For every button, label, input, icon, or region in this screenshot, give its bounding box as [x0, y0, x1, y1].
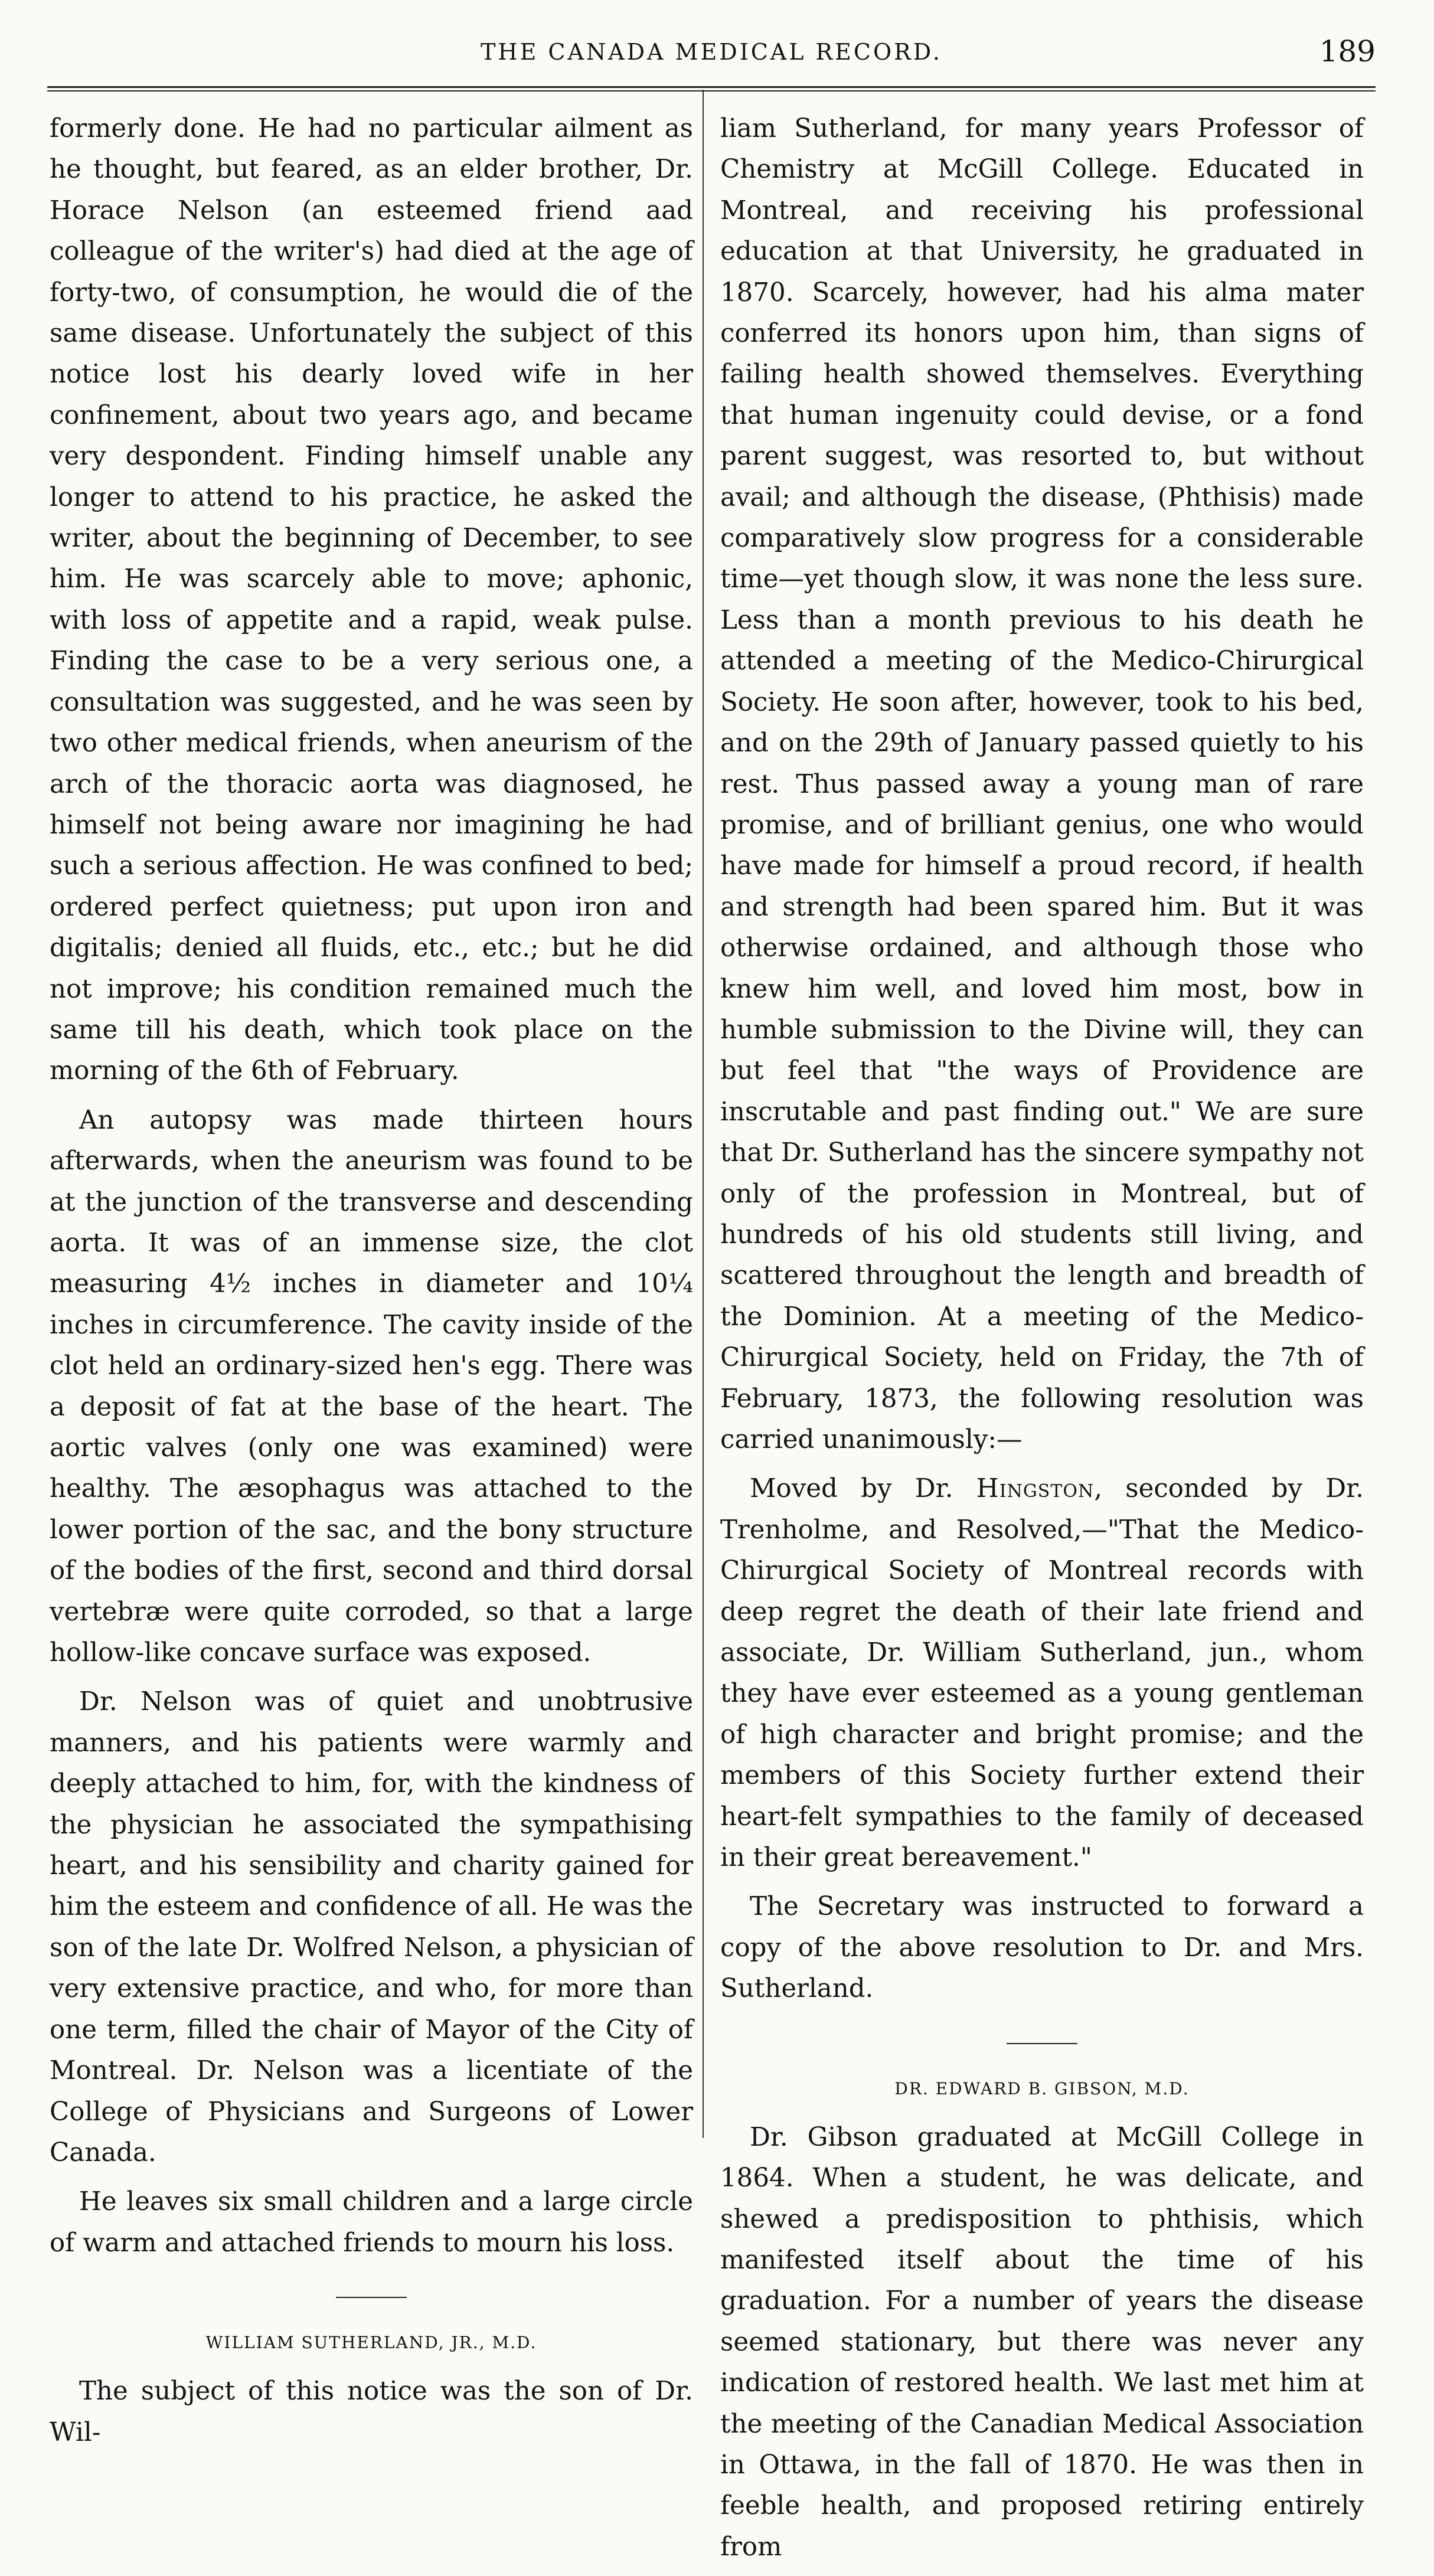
gibson-paragraph: Dr. Gibson graduated at McGill College in 1864. When a student, he was delicate, and shewed a predisposition to phthisis, which manifested itself about the time of his graduation. For a number of years the disease seemed stationary, but there was never any indication of restored health. We last met him at the meeting of the Canadian Medical Association in Ottawa, in the fall of 1870. He was then in feeble health, and proposed retiring entirely from: [720, 2122, 1364, 2562]
column-divider: [703, 90, 704, 2138]
sutherland-paragraph-start: The subject of this notice was the son of Dr. Wil-: [50, 2376, 693, 2447]
resolution-paragraph: [720, 1469, 1364, 1878]
nelson-survivors-paragraph: He leaves six small children and a large circle of warm and attached friends to mourn his loss.: [50, 2187, 693, 2258]
left-column: [50, 109, 693, 2461]
resolution-pre: Moved by Dr.: [750, 1474, 953, 1504]
sutherland-paragraph-cont: liam Sutherland, for many years Professor of Chemistry at McGill College. Educated in Montreal, and receiving his professional education at that University, he graduated in 1870. Scarcely, however, had his alma mater conferred its honors upon him, than signs of failing health showed themselves. Everything that human ingenuity could devise, or a fond parent suggest, was resorted to, but without avail; and although the disease, (Phthisis) made comparatively slow progress for a considerable time—yet though slow, it was none the less sure. Less than a month previous to his death he attended a meeting of the Medico-Chirurgical Society. He soon after, however, took to his bed, and on the 29th of January passed quietly to his rest. Thus passed away a young man of rare promise, and of brilliant genius, one who would have made for himself a proud record, if health and strength had been spared him. But it was otherwise ordained, and although those who knew him well, and loved him most, bow in humble submission to the Divine will, they can but feel that "the ways of Providence are inscrutable and past finding out." We are sure that Dr. Sutherland has the sincere sympathy not only of the profession in Montreal, but of hundreds of his old students still living, and scattered throughout the length and breadth of the Dominion. At a meeting of the Medico-Chirurgical Society, held on Friday, the 7th of February, 1873, the following resolution was carried unanimously:—: [720, 114, 1364, 1454]
nelson-autopsy-paragraph: An autopsy was made thirteen hours afterwards, when the aneurism was found to be at the junction of the transverse and descending aorta. It was of an immense size, the clot measuring 4½ inches in diameter and 10¼ inches in circumference. The cavity inside of the clot held an ordinary-sized hen's egg. There was a deposit of fat at the base of the heart. The aortic valves (only one was examined) were healthy. The æsophagus was attached to the lower portion of the sac, and the bony structure of the bodies of the first, second and third dorsal vertebræ were quite corroded, so that a large hollow-like concave surface was exposed.: [50, 1105, 693, 1668]
right-column: [720, 109, 1364, 2576]
resolution-text: , seconded by Dr. Trenholme, and Resolved,—"That the Medico-Chirurgical Society of Montreal records with deep regret the death of their late friend and associate, Dr. William Sutherland, jun., whom they have ever esteemed as a young gentleman of high character and bright promise; and the members of this Society further extend their heart-felt sympathies to the family of deceased in their great bereavement.": [720, 1474, 1364, 1873]
section-separator: [336, 2297, 407, 2298]
nelson-paragraph-1: formerly done. He had no particular ailment as he thought, but feared, as an elder brother, Dr. Horace Nelson (an esteemed friend aad colleague of the writer's) had died at the age of forty-two, of consumption, he would die of the same disease. Unfortunately the subject of this notice lost his dearly loved wife in her confinement, about two years ago, and became very despondent. Finding himself unable any longer to attend to his practice, he asked the writer, about the beginning of December, to see him. He was scarcely able to move; aphonic, with loss of appetite and a rapid, weak pulse. Finding the case to be a very serious one, a consultation was suggested, and he was seen by two other medical friends, when aneurism of the arch of the thoracic aorta was diagnosed, he himself not being aware nor imagining he had such a serious affection. He was confined to bed; ordered perfect quietness; put upon iron and digitalis; denied all fluids, etc., etc.; but he did not improve; his condition remained much the same till his death, which took place on the morning of the 6th of February.: [50, 114, 693, 1086]
journal-title: THE CANADA MEDICAL RECORD.: [481, 39, 942, 65]
section-separator-2: [1007, 2043, 1077, 2044]
obituary-heading-gibson: DR. EDWARD B. GIBSON, M.D.: [894, 2078, 1190, 2098]
nelson-character-paragraph: Dr. Nelson was of quiet and unobtrusive manners, and his patients were warmly and deeply attached to him, for, with the kindness of the physician he associated the sympathising heart, and his sensibility and charity gained for him the esteem and confidence of all. He was the son of the late Dr. Wolfred Nelson, a physician of very extensive practice, and who, for more than one term, filled the chair of Mayor of the City of Montreal. Dr. Nelson was a licentiate of the College of Physicians and Surgeons of Lower Canada.: [50, 1687, 693, 2168]
page-number: 189: [1319, 34, 1376, 68]
header-rule: [47, 86, 1376, 91]
obituary-heading-sutherland: WILLIAM SUTHERLAND, JR., M.D.: [205, 2333, 537, 2353]
mover-name: Hingston: [976, 1474, 1095, 1504]
running-head: [47, 34, 1376, 76]
secretary-paragraph: The Secretary was instructed to forward a copy of the above resolution to Dr. and Mrs. Sutherland.: [720, 1892, 1364, 2004]
